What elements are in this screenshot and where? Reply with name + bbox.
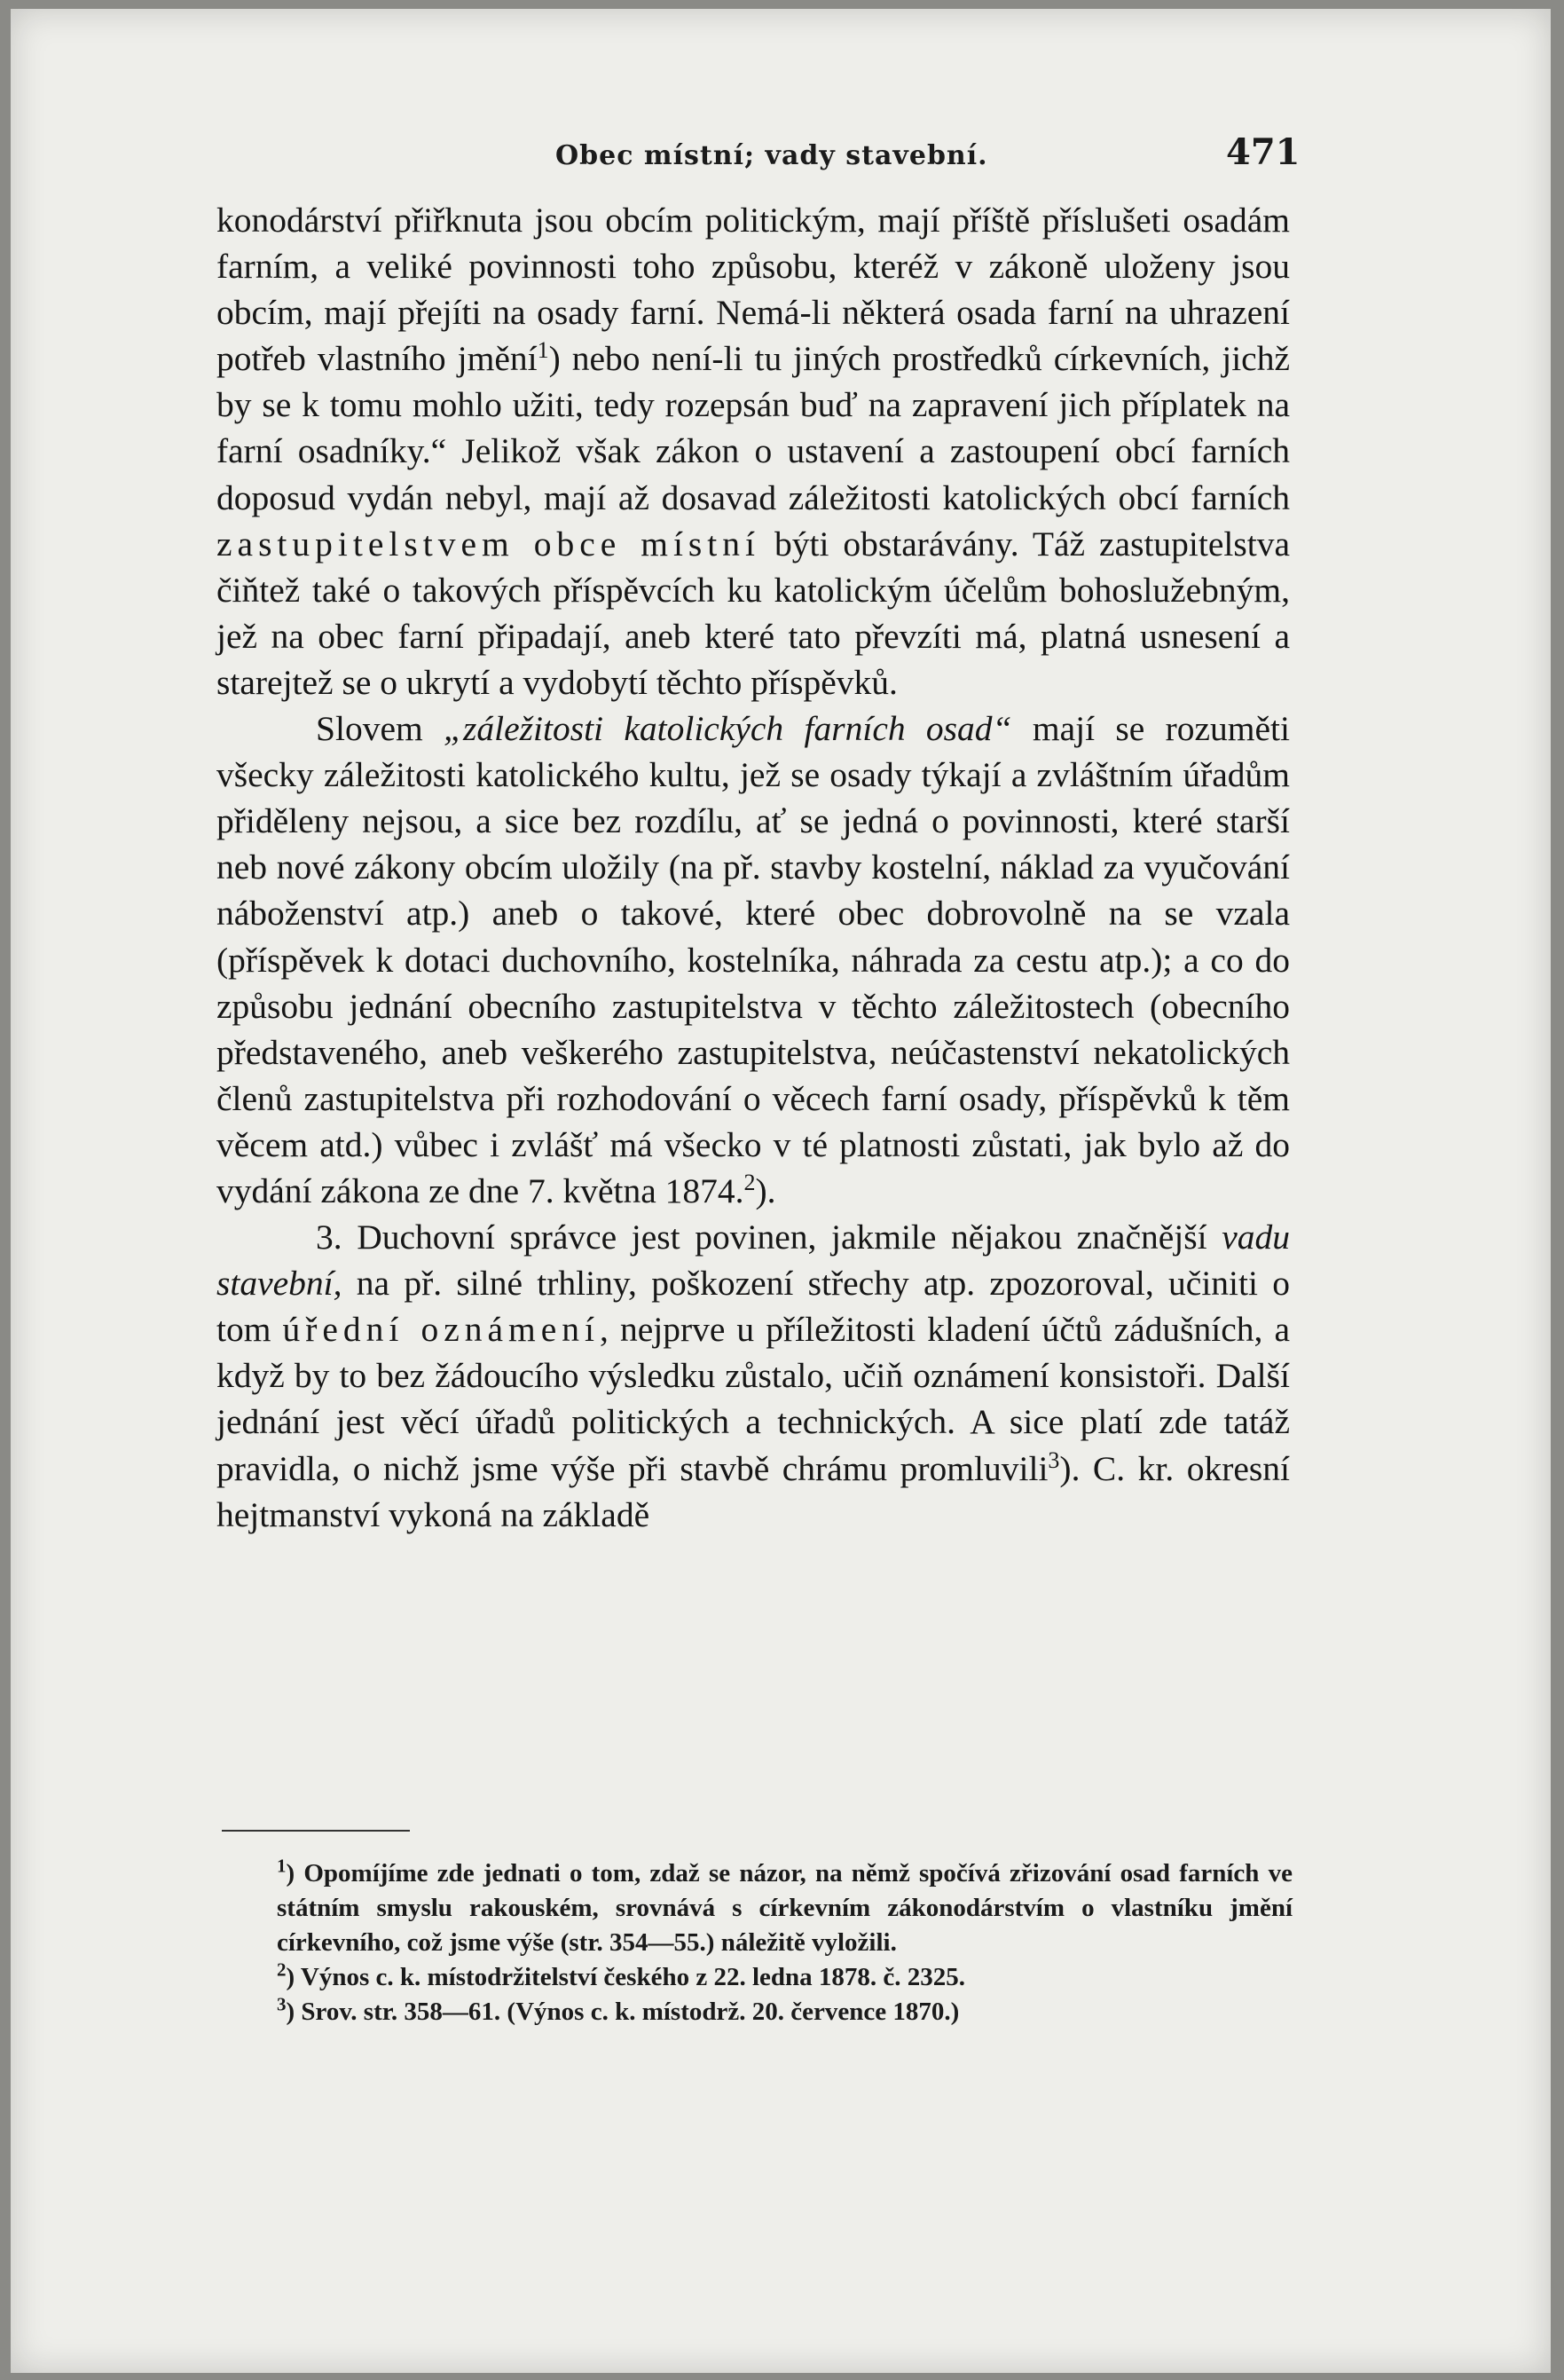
- paragraph-2-text-a: Slovem: [316, 709, 444, 749]
- footnote-3-text: ) Srov. str. 358—61. (Výnos c. k. místodrž. 20. července 1870.): [286, 1998, 960, 2026]
- main-text: [216, 197, 1290, 1538]
- book-page: [11, 9, 1551, 2373]
- paragraph-1: [216, 197, 1290, 705]
- footnote-3: [277, 1995, 1293, 2029]
- footnote-2: [277, 1960, 1293, 1995]
- paragraph-3: [216, 1214, 1290, 1538]
- paragraph-3-text-b: na př. silné trhliny, poškození střechy atp. zpozoroval, učiniti o tom: [216, 1264, 1290, 1350]
- paragraph-1-text-b: ) nebo není-li tu jiných prostředků církevních, jichž by se k tomu mohlo užiti, tedy rozepsán buď na zapravení jich příplatek na farní osadníky.“ Jelikož však zákon o ustavení a zastoupení obcí farních doposud vydán nebyl, mají až dosavad záležitosti katolických obcí farních: [216, 339, 1290, 517]
- footnote-ref-1: 1: [537, 337, 549, 364]
- paragraph-2-text-b: mají se rozuměti všecky záležitosti katolického kultu, jež se osady týkají a zvláštním úřadům přiděleny nejsou, a sice bez rozdílu, ať se jedná o povinnosti, které starší neb nové zákony obcím uložily (na př. stavby kostelní, náklad za vyučování náboženství atp.) aneb o takové, které obec dobrovolně na se vzala (příspěvek k dotaci duchovního, kostelníka, náhrada za cestu atp.); a co do způsobu jednání obecního zastupitelstva v těchto záležitostech (obecního představeného, aneb veškerého zastupitelstva, neúčastenství nekatolických členů zastupitelstva při rozhodování o věcech farní osady, příspěvků k těm věcem atd.) vůbec i zvlášť má všecko v té platnosti zůstati, jak bylo až do vydání zákona ze dne 7. května 1874.: [216, 709, 1291, 1210]
- footnote-2-text: ) Výnos c. k. místodržitelství českého z 22. ledna 1878. č. 2325.: [286, 1963, 965, 1991]
- footnote-2-mark: 2: [277, 1958, 287, 1981]
- running-title: Obec místní; vady stavební.: [555, 140, 988, 171]
- paragraph-3-text-c: , nejprve u příležitosti kladení účtů zádušních, a když by to bez žádoucího výsledku zůstalo, učiň oznámení konsistoři. Další jednání jest věcí úřadů politických a technických. A sice platí zde tatáž pravidla, o nichž jsme výše při stavbě chrámu promluvili: [216, 1310, 1290, 1488]
- paragraph-2: [216, 705, 1290, 1214]
- paragraph-1-text-c: býti obstarávány. Táž zastupitelstva čiňtež také o takových příspěvcích ku katolickým účelům bohoslužebným, jež na obec farní připadají, aneb které tato převzíti má, platná usnesení a starejtež se o ukrytí a vydobytí těchto příspěvků.: [216, 524, 1290, 702]
- italic-term-zalezitosti: „záležitosti katolických farních osad“: [444, 709, 1012, 749]
- footnote-1-text: ) Opomíjíme zde jednati o tom, zdaž se názor, na němž spočívá zřizování osad farních ve státním smyslu rakouském, srovnává s církevním zákonodárstvím o vlastníku jmění církevního, což jsme výše (str. 354—55.) náležitě vyložili.: [277, 1859, 1293, 1957]
- spaced-emphasis-zastupitelstvem: zastupitelstvem obce místní: [216, 524, 761, 563]
- footnote-ref-3: 3: [1048, 1446, 1060, 1473]
- footnote-3-mark: 3: [277, 1993, 287, 2015]
- paragraph-3-text-a: 3. Duchovní správce jest povinen, jakmile nějakou značnější: [316, 1218, 1222, 1257]
- page-header: [11, 131, 1551, 185]
- footnote-separator: [222, 1830, 410, 1832]
- italic-term-vadu-stavebni: vadu stavební,: [216, 1218, 1290, 1304]
- footnote-1-mark: 1: [277, 1855, 287, 1877]
- footnote-ref-2: 2: [743, 1169, 756, 1195]
- paragraph-2-text-c: ).: [755, 1170, 776, 1210]
- footnotes: [277, 1856, 1293, 2029]
- footnote-1: [277, 1856, 1293, 1960]
- page-number: 471: [1226, 131, 1301, 173]
- spaced-emphasis-uredni-oznameni: úřední oznámení: [282, 1310, 601, 1350]
- paragraph-3-text-d: ). C. kr. okresní hejtmanství vykoná na základě: [216, 1448, 1290, 1534]
- paragraph-1-text-a: konodárství přiřknuta jsou obcím politickým, mají příště příslušeti osadám farním, a veliké povinnosti toho způsobu, kteréž v zákoně uloženy jsou obcím, mají přejíti na osady farní. Nemá-li některá osada farní na uhrazení potřeb vlastního jmění: [216, 201, 1290, 379]
